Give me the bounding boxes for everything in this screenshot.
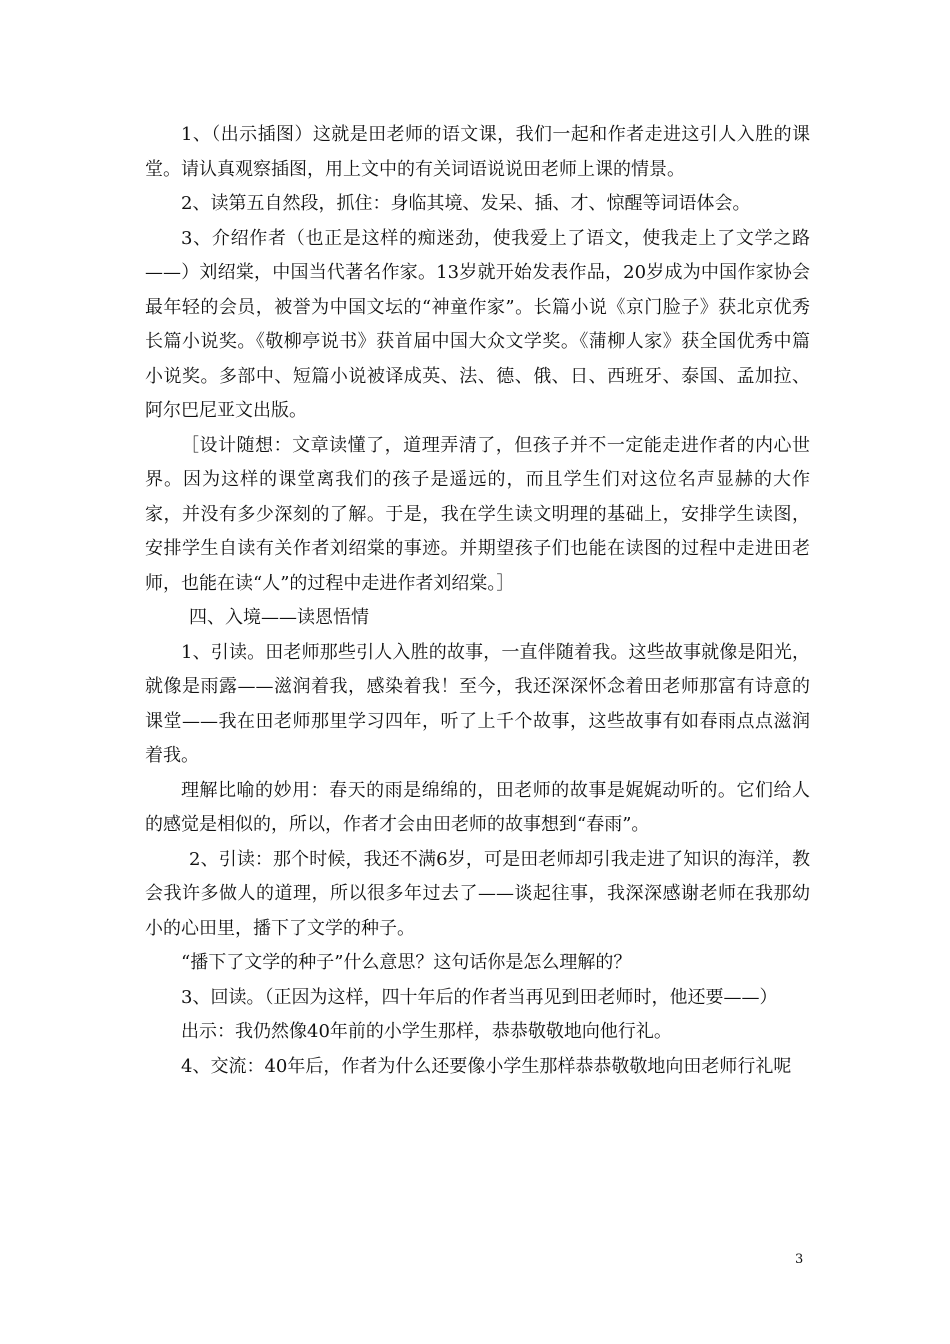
document-body xyxy=(145,118,810,1084)
paragraph-guided-reading-1: 1、引读。田老师那些引人入胜的故事，一直伴随着我。这些故事就像是阳光，就像是雨露——滋润着我，感染着我！至今，我还深深怀念着田老师那富有诗意的课堂——我在田老师那里学习四年，听了上千个故事，这些故事有如春雨点点滋润着我。 xyxy=(145,641,810,766)
paragraph-guided-reading-2: 2、引读：那个时候，我还不满6岁，可是田老师却引我走进了知识的海洋，教会我许多做人的道理，所以很多年过去了——谈起往事，我深深感谢老师在我那幼小的心田里，播下了文学的种子。 xyxy=(145,848,810,939)
paragraph-metaphor-note: 理解比喻的妙用：春天的雨是绵绵的，田老师的故事是娓娓动听的。它们给人的感觉是相似的，所以，作者才会由田老师的故事想到“春雨”。 xyxy=(145,779,810,835)
paragraph-read-fifth-section: 2、读第五自然段，抓住：身临其境、发呆、插、才、惊醒等词语体会。 xyxy=(181,193,751,214)
paragraph-question: “播下了文学的种子”什么意思？这句话你是怎么理解的？ xyxy=(181,952,632,973)
paragraph-design-notes: ［设计随想：文章读懂了，道理弄清了，但孩子并不一定能走进作者的内心世界。因为这样的课堂离我们的孩子是遥远的，而且学生们对这位名声显赫的大作家，并没有多少深刻的了解。于是，我在学生读文明理的基础上，安排学生读图，安排学生自读有关作者刘绍棠的事迹。并期望孩子们也能在读图的过程中走进田老师，也能在读“人”的过程中走进作者刘绍棠。］ xyxy=(145,434,810,594)
paragraph-discussion: 4、交流：40年后，作者为什么还要像小学生那样恭恭敬敬地向田老师行礼呢 xyxy=(181,1055,792,1077)
paragraph-review-reading: 3、回读。（正因为这样，四十年后的作者当再见到田老师时，他还要——） xyxy=(181,986,778,1008)
page-number: 3 xyxy=(795,1252,804,1267)
paragraph-author-intro: 3、介绍作者（也正是这样的痴迷劲，使我爱上了语文，使我走上了文学之路——）刘绍棠，中国当代著名作家。13岁就开始发表作品，20岁成为中国作家协会最年轻的会员，被誉为中国文坛的“神童作家”。长篇小说《京门脸子》获北京优秀长篇小说奖。《敬柳亭说书》获首届中国大众文学奖。《蒲柳人家》获全国优秀中篇小说奖。多部中、短篇小说被译成英、法、德、俄、日、西班牙、泰国、孟加拉、阿尔巴尼亚文出版。 xyxy=(145,227,810,421)
section-heading: 四、入境——读恩悟情 xyxy=(189,607,369,628)
paragraph-illustration-task: 1、（出示插图）这就是田老师的语文课，我们一起和作者走进这引人入胜的课堂。请认真观察插图，用上文中的有关词语说说田老师上课的情景。 xyxy=(145,124,810,180)
paragraph-display-quote: 出示：我仍然像40年前的小学生那样，恭恭敬敬地向他行礼。 xyxy=(181,1021,672,1042)
